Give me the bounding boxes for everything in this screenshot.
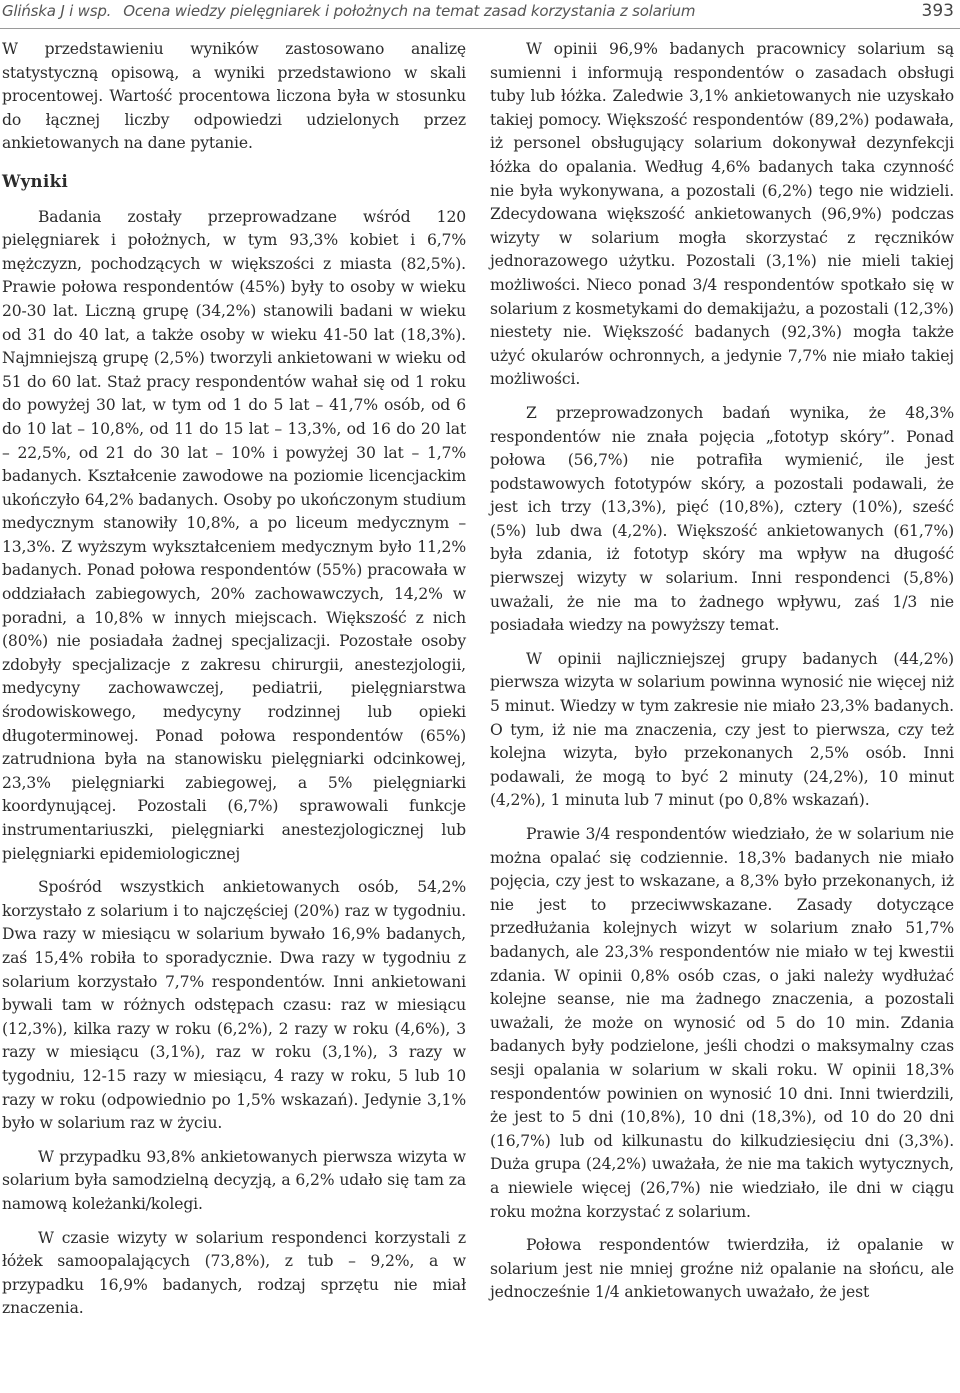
header-authors: Glińska J i wsp. <box>2 2 112 20</box>
paragraph-first-visit: W przypadku 93,8% ankietowanych pierwsza wizyta w solarium była samodzielną decyzją, a 6,2% udało się tam za namową koleżanki/kolegi. <box>2 1147 466 1213</box>
running-title <box>2 2 695 20</box>
paragraph-risk: Połowa respondentów twierdziła, iż opalanie w solarium jest nie mniej groźne niż opalanie na słońcu, ale jednocześnie 1/4 ankietowanych uważało, że jest <box>490 1236 954 1302</box>
paragraph-methods: W przedstawieniu wyników zastosowano analizę statystyczną opisową, a wyniki przedstawiono w skali procentowej. Wartość procentowa liczona była w stosunku do łącznej liczby odpowiedzi udzielonych przez ankietowanych na dane pytanie. <box>2 40 466 153</box>
section-heading-results: Wyniki <box>2 171 69 191</box>
paragraph-demographics: Badania zostały przeprowadzane wśród 120 pielęgniarek i położnych, w tym 93,3% kobiet i 6,7% mężczyzn, pochodzących w większości z miasta (82,5%). Prawie połowa respondentów (45%) były to osoby w wieku 20-30 lat. Liczną grupę (34,2%) stanowili badani w wieku od 31 do 40 lat, a także osoby w wieku 41-50 lat (18,3%). Najmniejszą grupę (2,5%) tworzyli ankietowani w wieku od 51 do 60 lat. Staż pracy respondentów wahał się od 1 roku do powyżej 30 lat, w tym od 1 do 5 lat – 41,7% osób, od 6 do 10 lat – 10,8%, od 11 do 15 lat – 13,3%, od 16 do 20 lat – 22,5%, od 21 do 30 lat – 10% i powyżej 30 lat – 1,7% badanych. Kształcenie zawodowe na poziomie licencjackim ukończyło 64,2% badanych. Osoby po ukończonym studium medycznym stanowiły 10,8%, a po liceum medycznym – 13,3%. Z wyższym wykształceniem medycznym było 11,2% badanych. Ponad połowa respondentów (55%) pracowała w oddziałach zabiegowych, 20% zachowawczych, 14,2% w poradni, a 10,8% w innych miejscach. Większość z nich (80%) nie posiadała żadnej specjalizacji. Pozostałe osoby zdobyły specjalizacje z zakresu chirurgii, anestezjologii, medycyny zachowawczej, pediatrii, pielęgniarstwa środowiskowego, medycyny rodzinnej lub opieki długoterminowej. Ponad połowa respondentów (65%) zatrudniona była na stanowisku pielęgniarki odcinkowej, 23,3% pielęgniarki zabiegowej, a 5% pielęgniarki koordynującej. Pozostali (6,7%) sprawowali funkcje instrumentariuszki, pielęgniarki anestezjologicznej lub pielęgniarki epidemiologicznej <box>2 207 466 863</box>
right-column <box>490 38 954 1315</box>
paragraph-staff: W opinii 96,9% badanych pracownicy solarium są sumienni i informują respondentów o zasadach obsługi tuby lub łóżka. Zaledwie 3,1% ankietowanych nie uzyskało takiej pomocy. Większość respondentów (89,2%) podawała, iż personel obsługujący solarium dokonywał dezynfekcji łóżka do opalania. Według 4,6% badanych taka czynność nie była wykonywana, a pozostali (6,2%) tego nie widzieli. Zdecydowana większość ankietowanych (96,9%) podczas wizyty w solarium mogła skorzystać z ręczników jednorazowego użytku. Pozostali (3,1%) nie mieli takiej możliwości. Nieco ponad 3/4 respondentów spotkało się w solarium z kosmetykami do demakijażu, a pozostali (12,3%) niestety nie. Większość badanych (92,3%) mogła także użyć okularów ochronnych, a jedynie 7,7% nie miało takiej możliwości. <box>490 40 954 389</box>
paragraph-phototype: Z przeprowadzonych badań wynika, że 48,3% respondentów nie znała pojęcia „fototyp skóry”. Ponad połowa (56,7%) nie potrafiła wymienić, ile jest podstawowych fototypów skóry, a pozostali podawali, że jest ich trzy (13,3%), pięć (10,8%), cztery (10%), sześć (5%) lub dwa (4,2%). Większość ankietowanych (61,7%) była zdania, iż fototyp skóry ma wpływ na długość pierwszej wizyty w solarium. Inni respondenci (5,8%) uważali, że nie ma to żadnego wpływu, zaś 1/3 nie posiadała wiedzy na powyższy temat. <box>490 403 954 635</box>
paragraph-daily-tanning: Prawie 3/4 respondentów wiedziało, że w solarium nie można opalać się codziennie. 18,3% badanych nie miało pojęcia, czy jest to wskazane, a 8,3% było przekonanych, iż nie jest to przeciwwskazane. Zasady dotyczące przedłużania kolejnych wizyt w solarium znało 51,7% badanych, ale 23,3% respondentów nie miało w tej kwestii zdania. W opinii 0,8% osób czas, o jaki należy wydłużać kolejne seanse, nie ma żadnego znaczenia, a pozostali uważali, że może on wynosić od 5 do 10 min. Zdania badanych były podzielone, jeśli chodzi o maksymalny czas sesji opalania w solarium w skali roku. W opinii 18,3% respondentów powinien on wynosić 10 dni. Inni twierdzili, że jest to 5 dni (10,8%), 10 dni (18,3%), od 10 do 20 dni (16,7%) lub od kilkunastu do kilkudziesięciu dni (3,3%). Duża grupa (24,2%) uważała, że nie ma takich wytycznych, a niewiele więcej (26,7%) nie wiedziało, ile dni w ciągu roku można korzystać z solarium. <box>490 825 954 1221</box>
header-title: Ocena wiedzy pielęgniarek i położnych na temat zasad korzystania z solarium <box>123 2 696 20</box>
left-column <box>2 38 466 1331</box>
paragraph-first-visit-duration: W opinii najliczniejszej grupy badanych (44,2%) pierwsza wizyta w solarium powinna wynosić nie więcej niż 5 minut. Wiedzy w tym zakresie nie miało 23,3% badanych. O tym, iż nie ma znaczenia, czy jest to pierwsza, czy też kolejna wizyta, było przekonanych 2,5% osób. Inni podawali, że mogą to być 2 minuty (24,2%), 10 minut (4,2%), 1 minuta lub 7 minut (po 0,8% wskazań). <box>490 649 954 810</box>
paragraph-frequency: Spośród wszystkich ankietowanych osób, 54,2% korzystało z solarium i to najczęściej (20%) raz w tygodniu. Dwa razy w miesiącu w solarium bywało 16,9% badanych, zaś 15,4% robiła to sporadycznie. Dwa razy w tygodniu z solarium korzystało 7,7% respondentów. Inni ankietowani bywali tam w różnych odstępach czasu: raz w miesiącu (12,3%), kilka razy w roku (6,2%), 2 razy w roku (4,6%), 3 razy w miesiącu (3,1%), raz w roku (3,1%), 3 razy w tygodniu, 12-15 razy w miesiącu, 4 razy w roku, 5 lub 10 razy w roku (odpowiednio po 1,5% wskazań). Jedynie 3,1% było w solarium raz w życiu. <box>2 878 466 1133</box>
paragraph-equipment: W czasie wizyty w solarium respondenci korzystali z łóżek samoopalających (73,8%), z tub – 9,2%, a w przypadku 16,9% badanych, rodzaj sprzętu nie miał znaczenia. <box>2 1228 466 1318</box>
running-header <box>0 0 960 29</box>
page-number: 393 <box>921 1 954 21</box>
